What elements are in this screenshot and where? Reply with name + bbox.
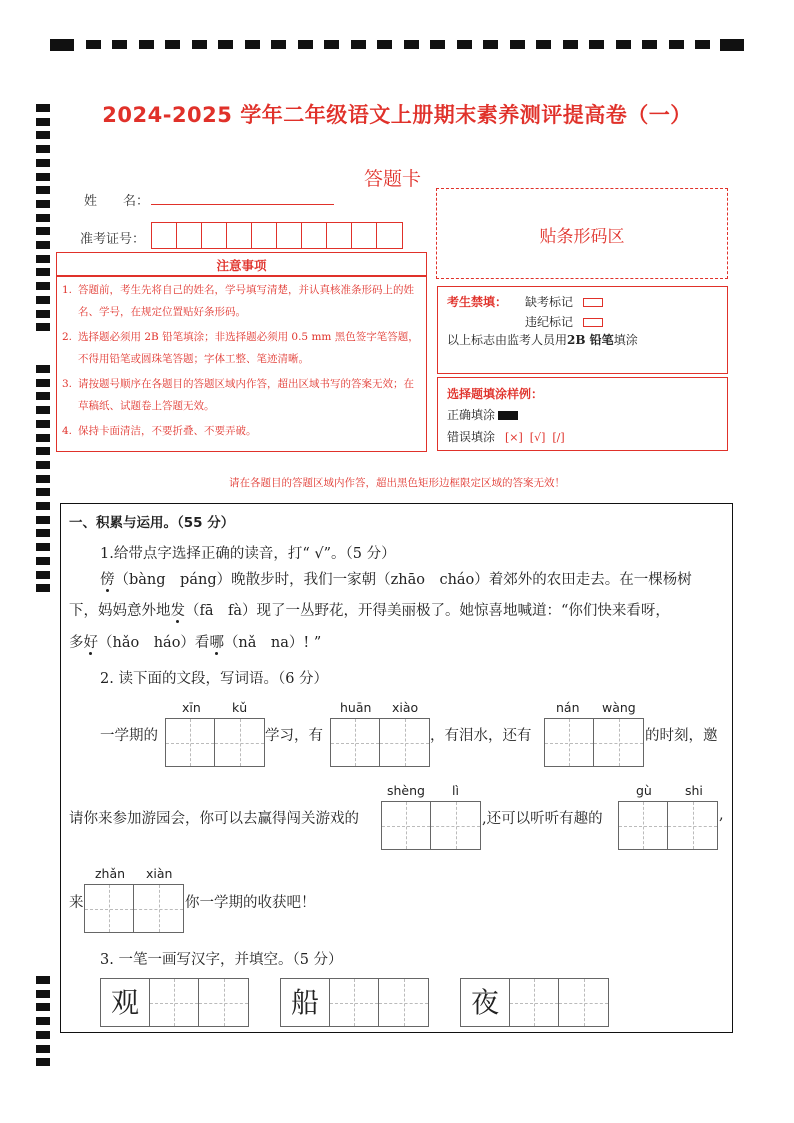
timing-mark xyxy=(36,1045,50,1053)
timing-mark xyxy=(36,186,50,194)
model-char: 夜 xyxy=(461,979,510,1026)
q3-prompt: 3. 一笔一画写汉字，并填空。（5 分） xyxy=(100,952,343,968)
filled-mark-icon xyxy=(498,411,518,420)
timing-mark xyxy=(36,296,50,304)
correct-fill-sample: 正确填涂 xyxy=(447,406,518,423)
q2-text: , xyxy=(719,807,724,823)
pinyin-label: wàng xyxy=(602,700,636,715)
model-char: 船 xyxy=(281,979,330,1026)
pinyin-label: shèng xyxy=(387,783,425,798)
id-label: 准考证号： xyxy=(80,232,146,247)
pinyin-label: xiàn xyxy=(146,866,173,881)
q1-prompt: 1.给带点字选择正确的读音，打“ √”。（5 分） xyxy=(100,546,396,562)
writing-grid[interactable] xyxy=(165,718,265,767)
q2-text: 你一学期的收获吧！ xyxy=(185,895,316,911)
notice-item: 1. 答题前，考生先将自己的姓名，学号填写清楚，并认真核准条形码上的姓名、学号，在规定位置贴好条形码。 xyxy=(62,284,414,318)
timing-mark xyxy=(36,434,50,442)
timing-mark xyxy=(36,310,50,318)
wrong-fill-sample: 错误填涂 [×] [√] [/] xyxy=(447,430,565,444)
timing-mark xyxy=(36,516,50,524)
section-heading: 一、积累与运用。（55 分） xyxy=(69,515,235,531)
char-practice-grid[interactable] xyxy=(280,978,429,1027)
timing-mark xyxy=(36,145,50,153)
timing-mark xyxy=(36,159,50,167)
pinyin-label: huān xyxy=(340,700,372,715)
pinyin-label: zhǎn xyxy=(95,866,126,881)
q2-text: 来 xyxy=(69,895,84,911)
timing-mark xyxy=(36,529,50,537)
pinyin-label: lì xyxy=(452,783,459,798)
timing-mark xyxy=(36,990,50,998)
pinyin-label: nán xyxy=(556,700,580,715)
timing-mark xyxy=(36,323,50,331)
answer-card-title: 答题卡 xyxy=(364,168,422,190)
model-char: 观 xyxy=(101,979,150,1026)
char-practice-grid[interactable] xyxy=(460,978,609,1027)
name-label: 姓 名： xyxy=(84,194,150,209)
timing-mark xyxy=(36,543,50,551)
timing-mark xyxy=(36,200,50,208)
timing-mark xyxy=(36,461,50,469)
timing-mark xyxy=(36,255,50,263)
timing-mark xyxy=(36,379,50,387)
timing-mark xyxy=(36,1058,50,1066)
timing-mark xyxy=(36,241,50,249)
q2-text: 学习，有 xyxy=(265,728,323,744)
timing-mark xyxy=(36,571,50,579)
notice-item: 4. 保持卡面清洁，不要折叠、不要弄破。 xyxy=(62,425,257,437)
sample-label: 选择题填涂样例： xyxy=(447,387,544,401)
timing-mark xyxy=(36,282,50,290)
timing-mark xyxy=(36,1017,50,1025)
q2-prompt: 2. 读下面的文段，写词语。（6 分） xyxy=(100,671,329,687)
violation-mark[interactable]: 违纪标记 xyxy=(525,313,603,330)
timing-mark xyxy=(36,1003,50,1011)
timing-mark xyxy=(36,268,50,276)
timing-mark xyxy=(36,131,50,139)
notice-item: 3. 请按题号顺序在各题目的答题区域内作答，超出区域书写的答案无效；在草稿纸、试题卷上答题无效。 xyxy=(62,378,414,412)
absent-mark[interactable]: 缺考标记 xyxy=(525,293,603,310)
timing-mark xyxy=(36,420,50,428)
page-title: 2024-2025 学年二年级语文上册期末素养测评提高卷（一） xyxy=(102,103,692,127)
timing-mark xyxy=(36,976,50,984)
barcode-label: 贴条形码区 xyxy=(539,227,625,247)
notice-heading: 注意事项 xyxy=(216,258,267,273)
writing-grid[interactable] xyxy=(618,801,718,850)
timing-mark xyxy=(36,406,50,414)
q1-line-3: 多好（hǎo háo）看哪（nǎ na）! ” xyxy=(69,635,322,651)
timing-mark xyxy=(36,557,50,565)
exam-id-boxes[interactable] xyxy=(151,222,403,249)
q2-text: ,还可以听听有趣的 xyxy=(482,811,603,827)
timing-mark xyxy=(36,365,50,373)
writing-grid[interactable] xyxy=(544,718,644,767)
pinyin-label: shi xyxy=(685,783,703,798)
pinyin-label: xīn xyxy=(182,700,201,715)
forbid-note: 以上标志由监考人员用2B 铅笔填涂 xyxy=(447,333,638,347)
forbid-label: 考生禁填： xyxy=(447,295,508,309)
pinyin-label: xiào xyxy=(392,700,419,715)
timing-mark xyxy=(36,227,50,235)
writing-grid[interactable] xyxy=(84,884,184,933)
name-field[interactable] xyxy=(151,204,334,205)
timing-mark xyxy=(36,502,50,510)
writing-grid[interactable] xyxy=(381,801,481,850)
pinyin-label: gù xyxy=(636,783,652,798)
q2-text: 的时刻，邀 xyxy=(645,728,718,744)
q1-line-1: 傍（bàng páng）晚散步时，我们一家朝（zhāo cháo）着郊外的农田走去。在一棵杨树 xyxy=(100,572,692,588)
char-practice-grid[interactable] xyxy=(100,978,249,1027)
timing-mark xyxy=(36,1031,50,1039)
timing-mark xyxy=(36,214,50,222)
q2-text: 一学期的 xyxy=(100,728,158,744)
timing-mark xyxy=(36,447,50,455)
q2-text: ，有泪水，还有 xyxy=(430,728,532,744)
pinyin-label: kǔ xyxy=(232,700,248,715)
timing-mark xyxy=(36,173,50,181)
area-warning: 请在各题目的答题区域内作答，超出黑色矩形边框限定区域的答案无效！ xyxy=(229,477,565,489)
q2-text: 请你来参加游园会，你可以去赢得闯关游戏的 xyxy=(69,811,359,827)
writing-grid[interactable] xyxy=(330,718,430,767)
q1-line-2: 下，妈妈意外地发（fā fà）现了一丛野花，开得美丽极了。她惊喜地喊道：“你们快来看呀， xyxy=(69,603,670,619)
notice-item: 2. 选择题必须用 2B 铅笔填涂；非选择题必须用 0.5 mm 黑色签字笔答题，不得用铅笔或圆珠笔答题；字体工整、笔迹清晰。 xyxy=(62,331,419,365)
timing-mark xyxy=(36,584,50,592)
timing-mark xyxy=(36,392,50,400)
